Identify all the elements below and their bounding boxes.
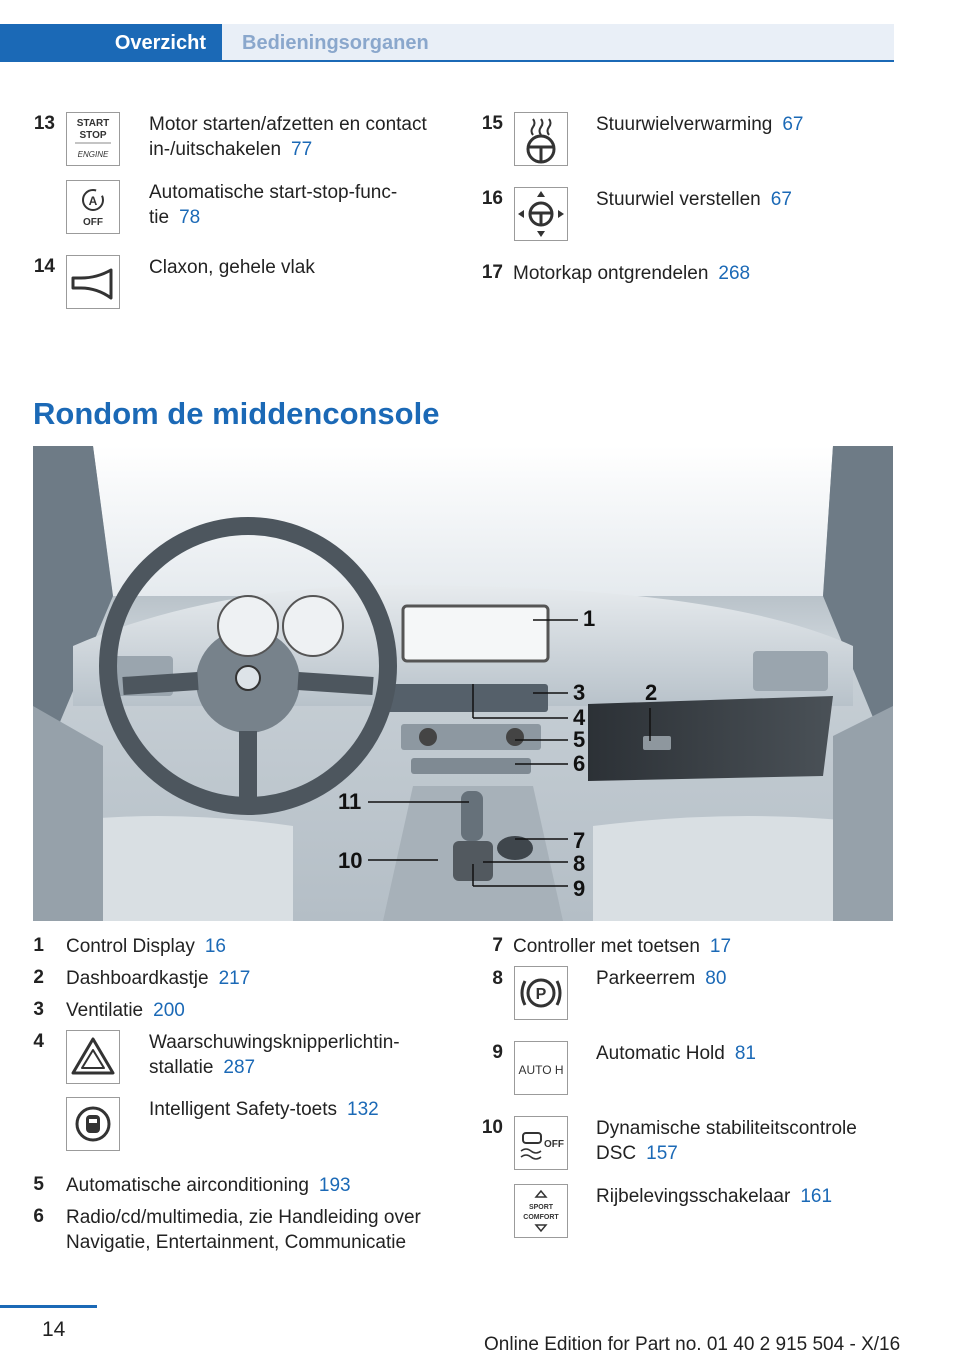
item-number: 3: [33, 999, 44, 1020]
callout-8: 8: [573, 851, 586, 876]
list-item: Dashboardkastje 217: [66, 968, 251, 989]
item-number: 15: [481, 113, 503, 134]
intelligent-safety-icon: [66, 1097, 120, 1151]
page-ref-link[interactable]: 16: [204, 936, 226, 957]
page-ref-link[interactable]: 77: [291, 139, 313, 160]
list-item: Dynamische stabiliteitscontrole DSC 157: [596, 1118, 857, 1164]
page-ref-link[interactable]: 287: [223, 1057, 256, 1078]
callout-6: 6: [573, 751, 586, 776]
page-ref-link[interactable]: 193: [318, 1175, 351, 1196]
edition-note: Online Edition for Part no. 01 40 2 915 504 - X/16: [484, 1334, 901, 1355]
page-ref-link[interactable]: 67: [770, 189, 792, 210]
page-ref-link[interactable]: 78: [179, 207, 201, 228]
svg-text:SPORT: SPORT: [528, 1204, 554, 1211]
dashboard-illustration: [33, 446, 893, 921]
svg-text:A: A: [88, 194, 98, 208]
callout-2: 2: [645, 680, 658, 705]
driving-experience-switch-icon: [514, 1184, 568, 1238]
tab-bedieningsorganen[interactable]: Bedieningsorganen: [222, 24, 894, 62]
list-item: Automatische airconditioning 193: [66, 1175, 351, 1196]
svg-text:COMFORT: COMFORT: [523, 1214, 559, 1221]
page-ref-link[interactable]: 67: [782, 114, 804, 135]
list-item: Claxon, gehele vlak: [149, 257, 315, 278]
list-item: Automatic Hold 81: [596, 1043, 756, 1064]
header-divider: [0, 60, 894, 62]
item-number: 7: [492, 935, 503, 956]
auto-hold-icon: [514, 1041, 568, 1095]
hazard-warning-icon: [66, 1030, 120, 1084]
list-item: Control Display 16: [66, 936, 226, 957]
svg-text:P: P: [535, 986, 547, 1003]
callout-3: 3: [573, 680, 586, 705]
parking-brake-icon: [514, 966, 568, 1020]
item-number: 13: [33, 113, 55, 134]
footer-divider: [0, 1305, 97, 1308]
list-item: Radio/cd/multimedia, zie Handleiding over Navigatie, Entertainment, Communicatie: [66, 1207, 421, 1253]
callout-9: 9: [573, 876, 586, 901]
page-ref-link[interactable]: 81: [734, 1043, 756, 1064]
list-item: Ventilatie 200: [66, 1000, 185, 1021]
svg-text:AUTO H: AUTO H: [518, 1063, 564, 1077]
page-header: [0, 0, 960, 62]
page-ref-link[interactable]: 161: [800, 1186, 833, 1207]
item-number: 17: [481, 262, 503, 283]
list-item: Stuurwiel verstellen 67: [596, 189, 792, 210]
callout-11: 11: [338, 789, 362, 814]
svg-text:OFF: OFF: [83, 217, 103, 228]
list-item: Controller met toetsen 17: [513, 936, 732, 957]
page-ref-link[interactable]: 268: [718, 263, 751, 284]
horn-icon: [66, 255, 120, 309]
callout-1: 1: [583, 606, 596, 631]
callout-4: 4: [573, 705, 586, 730]
page-ref-link[interactable]: 200: [153, 1000, 185, 1021]
list-item: Stuurwielverwarming 67: [596, 114, 804, 135]
list-item: Rijbelevingsschakelaar 161: [596, 1186, 833, 1207]
list-item: Automatische start-stop-func- tie 78: [149, 182, 398, 228]
item-number: 4: [33, 1031, 44, 1052]
list-item: Motorkap ontgrendelen 268: [513, 263, 751, 284]
page-ref-link[interactable]: 217: [218, 968, 251, 989]
svg-text:ENGINE: ENGINE: [77, 150, 109, 159]
callout-7: 7: [573, 828, 586, 853]
page-ref-link[interactable]: 17: [709, 936, 732, 957]
steering-wheel-heating-icon: [514, 112, 568, 166]
item-number: 8: [492, 968, 503, 989]
auto-start-stop-off-icon: [66, 180, 120, 234]
item-number: 10: [481, 1117, 503, 1138]
tab-overzicht[interactable]: Overzicht: [0, 24, 222, 62]
start-stop-engine-icon: [66, 112, 120, 166]
item-number: 6: [33, 1206, 44, 1227]
item-number: 2: [33, 967, 44, 988]
page-ref-link[interactable]: 132: [347, 1099, 379, 1120]
callout-5: 5: [573, 727, 586, 752]
list-item: Waarschuwingsknipperlichtin- stallatie 287: [149, 1032, 400, 1078]
svg-text:STOP: STOP: [79, 130, 107, 141]
page-ref-link[interactable]: 157: [646, 1143, 678, 1164]
item-number: 5: [33, 1174, 44, 1195]
item-number: 16: [481, 188, 503, 209]
page-ref-link[interactable]: 80: [705, 968, 727, 989]
dsc-off-icon: [514, 1116, 568, 1170]
svg-text:START: START: [76, 118, 110, 129]
page-number: 14: [42, 1318, 66, 1341]
list-item: Motor starten/afzetten en contact in-/uitschakelen 77: [149, 114, 427, 160]
item-number: 9: [492, 1042, 503, 1063]
item-number: 14: [33, 256, 55, 277]
steering-wheel-adjust-icon: [514, 187, 568, 241]
callout-10: 10: [338, 848, 363, 873]
list-item: Intelligent Safety-toets 132: [149, 1099, 379, 1120]
list-item: Parkeerrem 80: [596, 968, 727, 989]
svg-text:OFF: OFF: [544, 1139, 564, 1150]
item-number: 1: [33, 935, 44, 956]
section-title: Rondom de middenconsole: [33, 396, 440, 431]
